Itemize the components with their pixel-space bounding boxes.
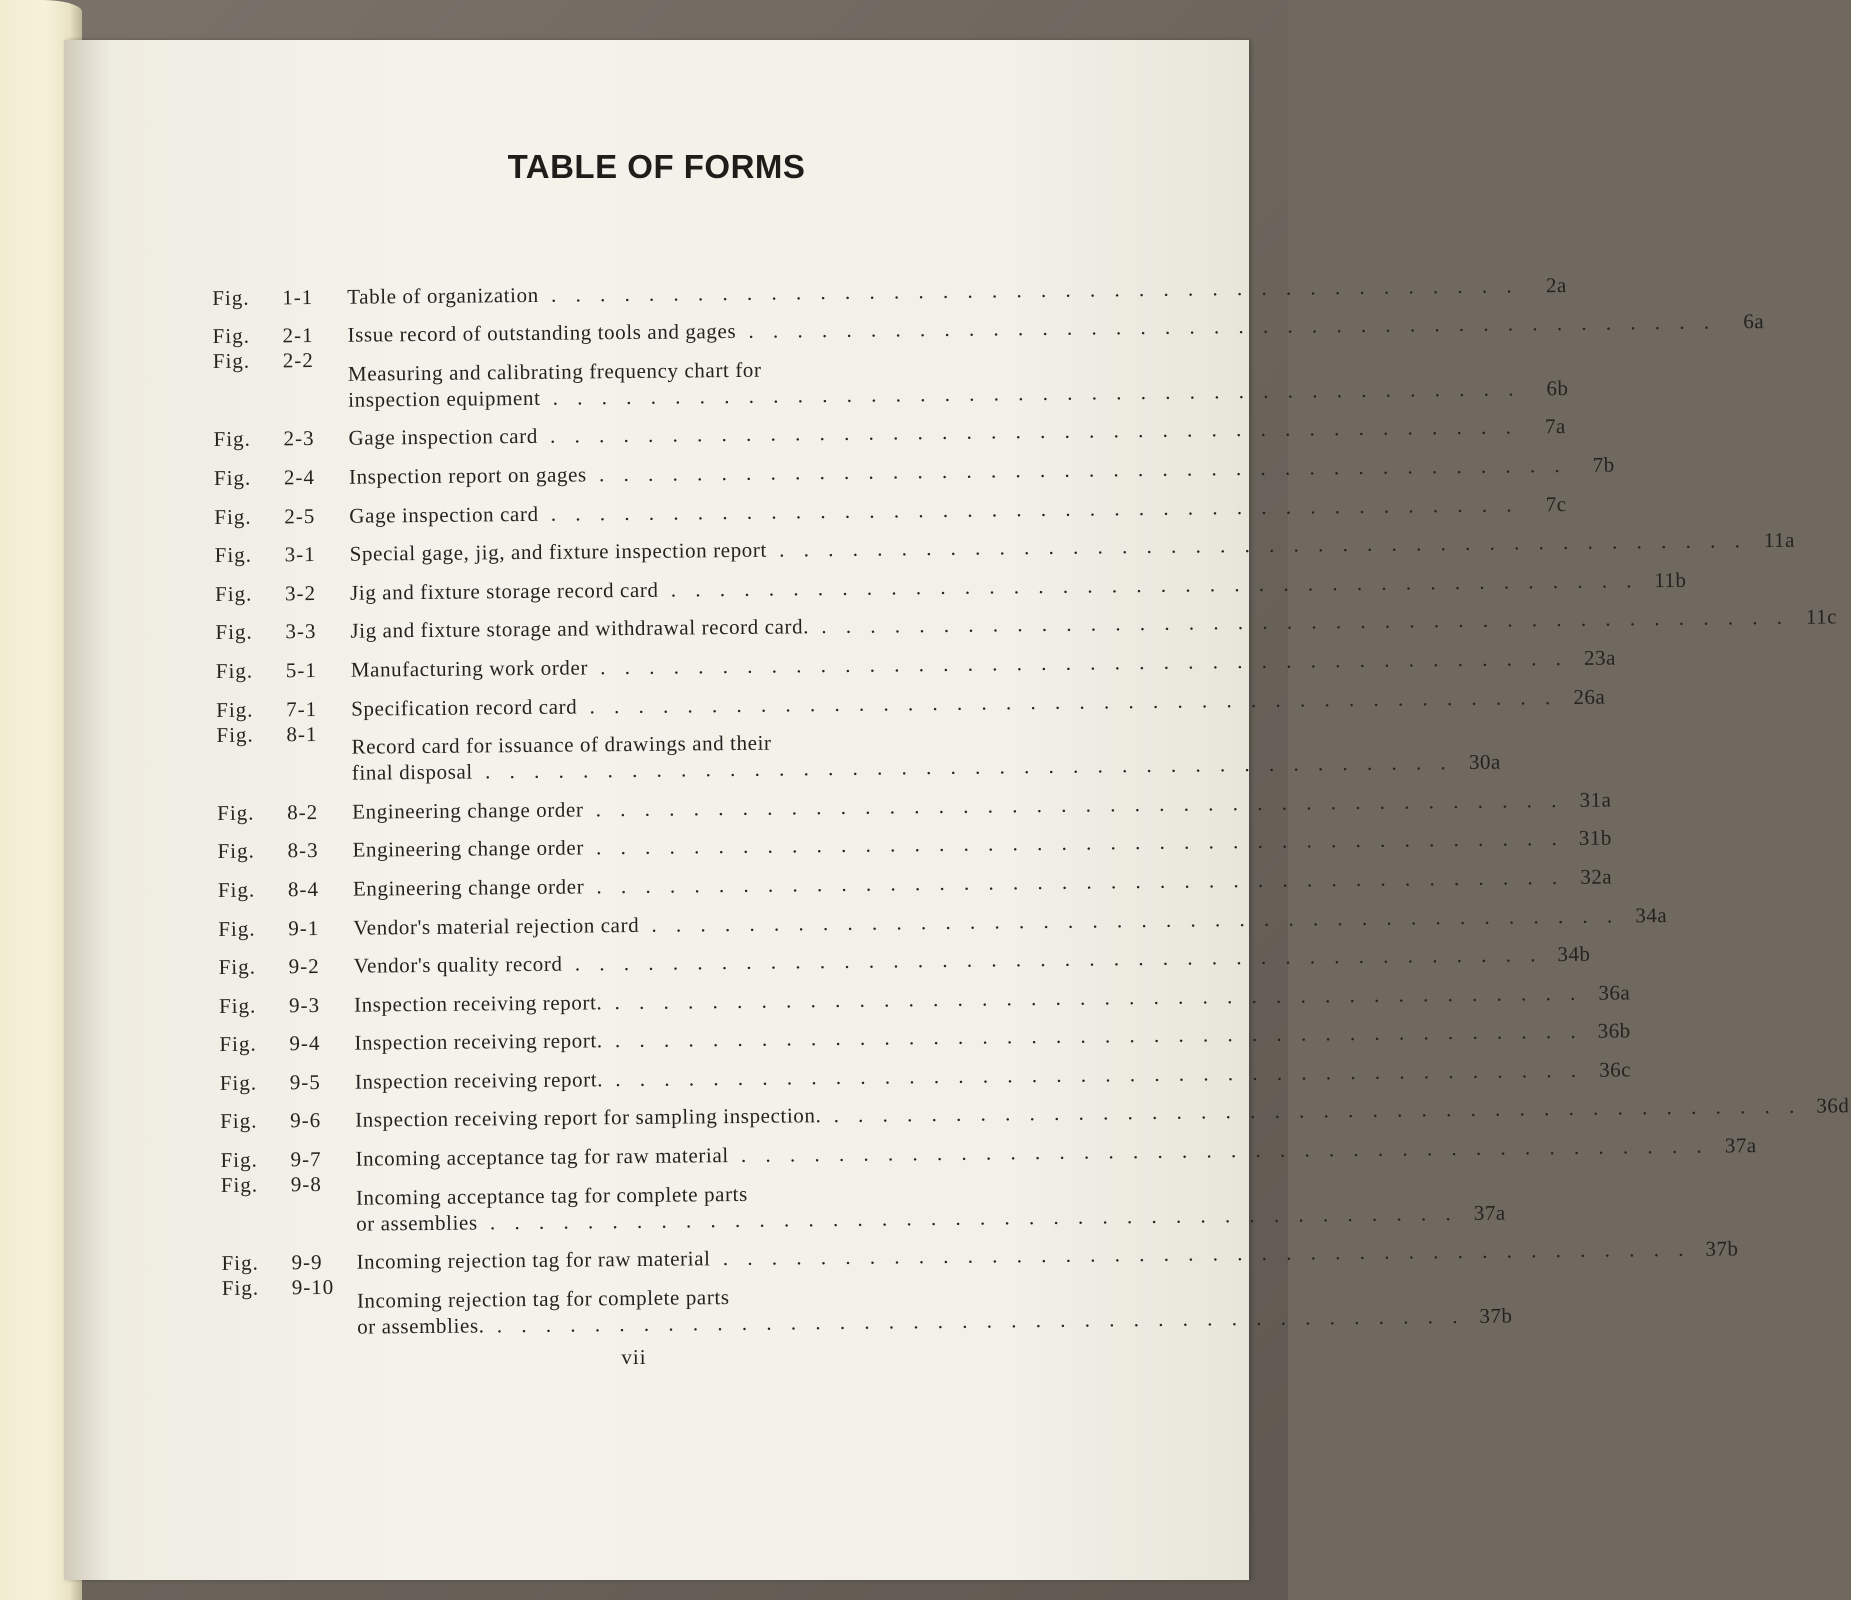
form-title-line: Gage inspection card — [348, 424, 538, 451]
fig-number: 2-5 — [284, 503, 316, 528]
page-reference: 36b — [1597, 1018, 1631, 1044]
fig-number: 9-1 — [288, 915, 320, 940]
form-title-line: Specification record card — [351, 694, 578, 721]
fig-number: 2-3 — [283, 426, 315, 451]
page-reference: 37b — [1479, 1303, 1513, 1328]
form-title-line: Inspection report on gages — [348, 462, 587, 489]
dot-leader: . . . . . . . . . . . . . . . . . . . . . . . . . . . . . . . . . . . . . . . . — [586, 452, 1567, 487]
dot-leader: . . . . . . . . . . . . . . . . . . . . . . . . . . . . . . . . . . . . . . . . — [583, 787, 1564, 822]
fig-label: Fig. — [219, 1031, 257, 1057]
dot-leader: . . . . . . . . . . . . . . . . . . . . . . . . . . . . . . . . . . . . . . . . — [472, 750, 1453, 784]
dot-leader: . . . . . . . . . . . . . . . . . . . . . . . . . . . . . . . . . . . . . . . . — [602, 1057, 1584, 1092]
page-reference: 7c — [1545, 491, 1567, 516]
form-title — [348, 349, 1521, 412]
dot-leader: . . . . . . . . . . . . . . . . . . . . . . . . . . . . . . . . . . . . . . . . — [587, 645, 1569, 680]
form-title — [356, 1236, 1690, 1275]
table-of-forms-list — [212, 264, 1850, 1340]
fig-label: Fig. — [215, 658, 254, 683]
form-title-line: Jig and fixture storage and withdrawal record card. — [350, 614, 810, 644]
form-title-line: Incoming rejection tag for raw material — [356, 1246, 711, 1274]
form-title — [350, 604, 1789, 644]
page-reference: 26a — [1573, 684, 1606, 709]
dot-leader: . . . . . . . . . . . . . . . . . . . . . . . . . . . . . . . . . . . . . . . . — [477, 1200, 1458, 1235]
toc-entry — [221, 1269, 1513, 1341]
page-reference: 36c — [1599, 1057, 1632, 1082]
form-title — [347, 309, 1716, 348]
fig-label: Fig. — [212, 348, 251, 374]
fig-label: Fig. — [214, 504, 252, 529]
page-reference: 30a — [1468, 749, 1501, 775]
fig-number: 9-4 — [289, 1031, 321, 1056]
fig-number: 9-6 — [290, 1108, 322, 1133]
fig-label: Fig. — [217, 838, 255, 864]
fig-label: Fig. — [218, 916, 256, 941]
fig-number: 5-1 — [285, 657, 317, 683]
form-title — [356, 1174, 1458, 1237]
fig-number: 1-1 — [282, 284, 314, 309]
toc-entry — [212, 342, 1569, 414]
dot-leader: . . . . . . . . . . . . . . . . . . . . . . . . . . . . . . . . . . . . . . . . — [658, 568, 1639, 602]
fig-number: 3-2 — [284, 580, 317, 606]
fig-label: Fig. — [221, 1275, 260, 1301]
fig-number: 7-1 — [286, 696, 318, 721]
dot-leader: . . . . . . . . . . . . . . . . . . . . . . . . . . . . . . . . . . . . . . . . — [808, 605, 1790, 639]
form-title-line: or assemblies. — [357, 1313, 485, 1339]
fig-number: 9-10 — [291, 1275, 335, 1300]
dot-leader: . . . . . . . . . . . . . . . . . . . . . . . . . . . . . . . . . . . . . . . . — [484, 1303, 1465, 1338]
fig-number: 2-4 — [283, 464, 316, 490]
fig-label: Fig. — [221, 1250, 259, 1276]
form-title-line: Inspection receiving report. — [354, 1067, 604, 1094]
page-reference: 37a — [1473, 1200, 1506, 1225]
form-title-line: final disposal — [351, 759, 473, 785]
fig-number: 9-5 — [289, 1069, 321, 1095]
dot-leader: . . . . . . . . . . . . . . . . . . . . . . . . . . . . . . . . . . . . . . . . — [766, 528, 1747, 562]
form-title — [350, 527, 1747, 566]
page-reference: 11c — [1805, 604, 1838, 630]
fig-label: Fig. — [216, 722, 254, 747]
form-title — [351, 723, 1452, 786]
page-reference: 34a — [1635, 902, 1668, 927]
fig-number: 9-8 — [290, 1172, 322, 1197]
form-title-line: Engineering change order — [352, 797, 584, 824]
page-number: vii — [621, 1345, 647, 1369]
form-title-line: Special gage, jig, and fixture inspection report — [349, 537, 767, 566]
dot-leader: . . . . . . . . . . . . . . . . . . . . . . . . . . . . . . . . . . . . . . . . — [728, 1133, 1709, 1168]
page-reference: 31b — [1578, 825, 1612, 851]
form-title-line: Incoming acceptance tag for raw material — [355, 1143, 729, 1171]
fig-label: Fig. — [220, 1172, 259, 1198]
page-reference: 36d — [1816, 1093, 1850, 1119]
form-title-line: Gage inspection card — [349, 501, 539, 528]
fig-label: Fig. — [214, 542, 253, 568]
page-reference: 37b — [1705, 1236, 1739, 1261]
form-title-line: Issue record of outstanding tools and gages — [347, 319, 737, 347]
page-reference: 6a — [1743, 309, 1765, 334]
page-reference: 11a — [1763, 527, 1795, 553]
form-title-line: Incoming rejection tag for complete parts — [356, 1284, 730, 1313]
fig-number: 2-1 — [282, 323, 314, 348]
book-page — [64, 40, 1850, 1580]
form-title — [355, 1133, 1708, 1172]
fig-number: 8-3 — [287, 838, 319, 863]
form-title-line: Manufacturing work order — [350, 655, 589, 682]
fig-number: 9-9 — [291, 1250, 323, 1275]
page-reference: 34b — [1557, 941, 1591, 967]
fig-number: 9-3 — [288, 992, 321, 1017]
form-title-line: inspection equipment — [348, 385, 541, 412]
form-title-line: Table of organization — [347, 282, 539, 309]
form-title-line: Engineering change order — [352, 874, 585, 901]
page-reference: 6b — [1546, 375, 1569, 400]
form-title-line: or assemblies — [356, 1210, 478, 1236]
dot-leader: . . . . . . . . . . . . . . . . . . . . . . . . . . . . . . . . . . . . . . . . — [736, 309, 1717, 344]
dot-leader: . . . . . . . . . . . . . . . . . . . . . . . . . . . . . . . . . . . . . . . . — [577, 684, 1558, 719]
fig-label: Fig. — [212, 285, 250, 310]
dot-leader: . . . . . . . . . . . . . . . . . . . . . . . . . . . . . . . . . . . . . . . . — [538, 492, 1519, 526]
fig-number: 3-3 — [285, 619, 317, 644]
fig-label: Fig. — [215, 619, 253, 645]
form-title-line: Incoming acceptance tag for complete parts — [355, 1181, 748, 1210]
fig-label: Fig. — [213, 465, 252, 490]
page-reference: 7b — [1592, 452, 1615, 477]
dot-leader: . . . . . . . . . . . . . . . . . . . . . . . . . . . . . . . . . . . . . . . . — [602, 980, 1583, 1014]
fig-number: 9-7 — [290, 1147, 322, 1172]
page-reference: 7a — [1544, 414, 1566, 439]
form-title — [357, 1277, 1465, 1340]
page-reference: 31a — [1579, 787, 1612, 812]
fig-label: Fig. — [220, 1109, 258, 1134]
form-title — [355, 1093, 1801, 1133]
form-title-line: Jig and fixture storage record card — [349, 577, 659, 605]
page-reference: 37a — [1724, 1133, 1757, 1158]
fig-number: 9-2 — [288, 954, 320, 979]
form-title-line: Engineering change order — [352, 835, 584, 862]
page-reference: 23a — [1583, 645, 1617, 670]
fig-label: Fig. — [214, 581, 253, 606]
fig-label: Fig. — [219, 1070, 258, 1095]
dot-leader: . . . . . . . . . . . . . . . . . . . . . . . . . . . . . . . . . . . . . . . . — [602, 1019, 1583, 1053]
form-title-line: Record card for issuance of drawings and their — [351, 730, 772, 759]
dot-leader: . . . . . . . . . . . . . . . . . . . . . . . . . . . . . . . . . . . . . . . . — [540, 376, 1521, 410]
form-title-line: Inspection receiving report. — [354, 1028, 603, 1055]
toc-entry — [220, 1165, 1506, 1237]
fig-number: 8-2 — [287, 799, 319, 825]
dot-leader: . . . . . . . . . . . . . . . . . . . . . . . . . . . . . . . . . . . . . . . . — [562, 942, 1543, 976]
fig-number: 8-4 — [287, 876, 320, 902]
page-reference: 32a — [1580, 864, 1613, 889]
fig-label: Fig. — [212, 323, 250, 349]
toc-entry — [216, 715, 1501, 787]
dot-leader: . . . . . . . . . . . . . . . . . . . . . . . . . . . . . . . . . . . . . . . . — [639, 903, 1620, 937]
fig-number: 8-1 — [286, 721, 318, 746]
page-reference: 11b — [1654, 567, 1687, 592]
fig-label: Fig. — [213, 427, 251, 452]
form-title-line: Vendor's material rejection card — [353, 912, 640, 940]
page-title: TABLE OF FORMS — [507, 148, 806, 185]
page-reference: 36a — [1598, 980, 1631, 1005]
dot-leader: . . . . . . . . . . . . . . . . . . . . . . . . . . . . . . . . . . . . . . . . — [710, 1237, 1691, 1271]
fig-label: Fig. — [220, 1147, 258, 1173]
form-title-line: Vendor's quality record — [353, 951, 563, 978]
form-title-line: Measuring and calibrating frequency chart for — [347, 357, 762, 386]
fig-label: Fig. — [218, 993, 257, 1018]
dot-leader: . . . . . . . . . . . . . . . . . . . . . . . . . . . . . . . . . . . . . . . . — [583, 826, 1564, 860]
form-title-line: Inspection receiving report for sampling inspection. — [355, 1103, 822, 1133]
fig-label: Fig. — [217, 877, 256, 902]
dot-leader: . . . . . . . . . . . . . . . . . . . . . . . . . . . . . . . . . . . . . . . . — [821, 1094, 1802, 1128]
fig-label: Fig. — [217, 800, 255, 825]
fig-label: Fig. — [218, 954, 257, 980]
fig-number: 3-1 — [284, 542, 316, 567]
page-reference: 2a — [1545, 272, 1567, 297]
dot-leader: . . . . . . . . . . . . . . . . . . . . . . . . . . . . . . . . . . . . . . . . — [584, 864, 1565, 899]
fig-number: 2-2 — [282, 348, 314, 373]
dot-leader: . . . . . . . . . . . . . . . . . . . . . . . . . . . . . . . . . . . . . . . . — [538, 273, 1519, 307]
form-title-line: Inspection receiving report. — [353, 989, 603, 1017]
dot-leader: . . . . . . . . . . . . . . . . . . . . . . . . . . . . . . . . . . . . . . . . — [537, 414, 1518, 449]
fig-label: Fig. — [216, 697, 254, 722]
